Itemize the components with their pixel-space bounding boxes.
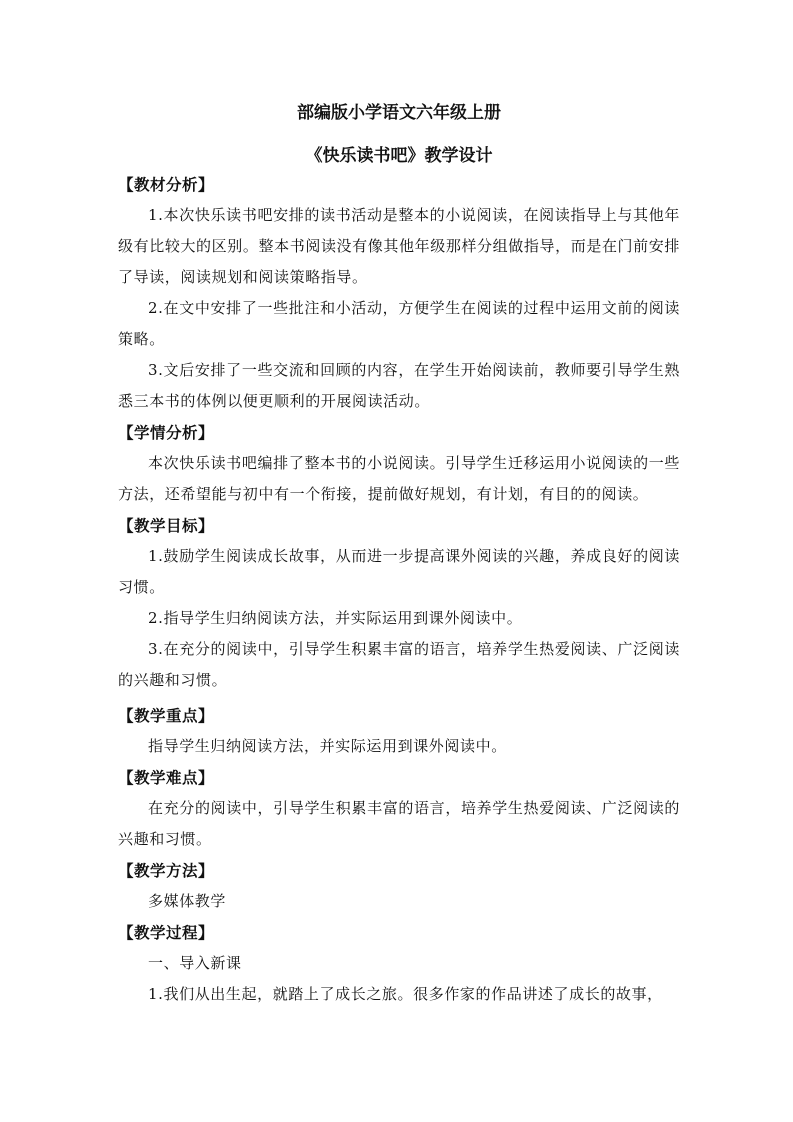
section-heading: 【教学方法】 (118, 861, 215, 880)
paragraph: 2.指导学生归纳阅读方法，并实际运用到课外阅读中。 (148, 609, 523, 627)
section-heading: 【教学目标】 (118, 516, 215, 535)
section-heading: 【教学过程】 (118, 923, 215, 942)
section-heading: 【教材分析】 (118, 175, 215, 194)
paragraph: 一、导入新课 (148, 954, 242, 972)
paragraph: 1.鼓励学生阅读成长故事，从而进一步提高课外阅读的兴趣，养成良好的阅读习惯。 (118, 547, 680, 596)
paragraph: 3.文后安排了一些交流和回顾的内容，在学生开始阅读前，教师要引导学生熟悉三本书的体例以便更顺利的开展阅读活动。 (118, 361, 680, 410)
section-materials-analysis (118, 169, 680, 417)
section-student-analysis (118, 417, 680, 510)
section-heading: 【学情分析】 (118, 423, 215, 442)
document-subtitle: 《快乐读书吧》教学设计 (305, 146, 493, 166)
paragraph: 1.我们从出生起，就踏上了成长之旅。很多作家的作品讲述了成长的故事， (148, 985, 663, 1003)
paragraph: 指导学生归纳阅读方法，并实际运用到课外阅读中。 (148, 737, 507, 755)
paragraph: 3.在充分的阅读中，引导学生积累丰富的语言，培养学生热爱阅读、广泛阅读的兴趣和习惯。 (118, 640, 680, 689)
section-heading: 【教学重点】 (118, 706, 215, 725)
document-body (118, 100, 680, 1010)
paragraph: 本次快乐读书吧编排了整本书的小说阅读。引导学生迁移运用小说阅读的一些方法，还希望能与初中有一个衔接，提前做好规划，有计划，有目的的阅读。 (118, 454, 680, 503)
paragraph: 2.在文中安排了一些批注和小活动，方便学生在阅读的过程中运用文前的阅读策略。 (118, 299, 680, 348)
section-heading: 【教学难点】 (118, 768, 215, 787)
document-title: 部编版小学语文六年级上册 (297, 103, 501, 123)
paragraph: 多媒体教学 (148, 892, 227, 910)
section-teaching-method (118, 855, 680, 917)
section-teaching-goals (118, 510, 680, 696)
section-teaching-process (118, 917, 680, 1010)
paragraph: 在充分的阅读中，引导学生积累丰富的语言，培养学生热爱阅读、广泛阅读的兴趣和习惯。 (118, 799, 680, 848)
paragraph: 1.本次快乐读书吧安排的读书活动是整本的小说阅读，在阅读指导上与其他年级有比较大的区别。整本书阅读没有像其他年级那样分组做指导，而是在门前安排了导读，阅读规划和阅读策略指导。 (118, 206, 680, 286)
section-teaching-difficulty (118, 762, 680, 855)
section-teaching-focus (118, 700, 680, 762)
